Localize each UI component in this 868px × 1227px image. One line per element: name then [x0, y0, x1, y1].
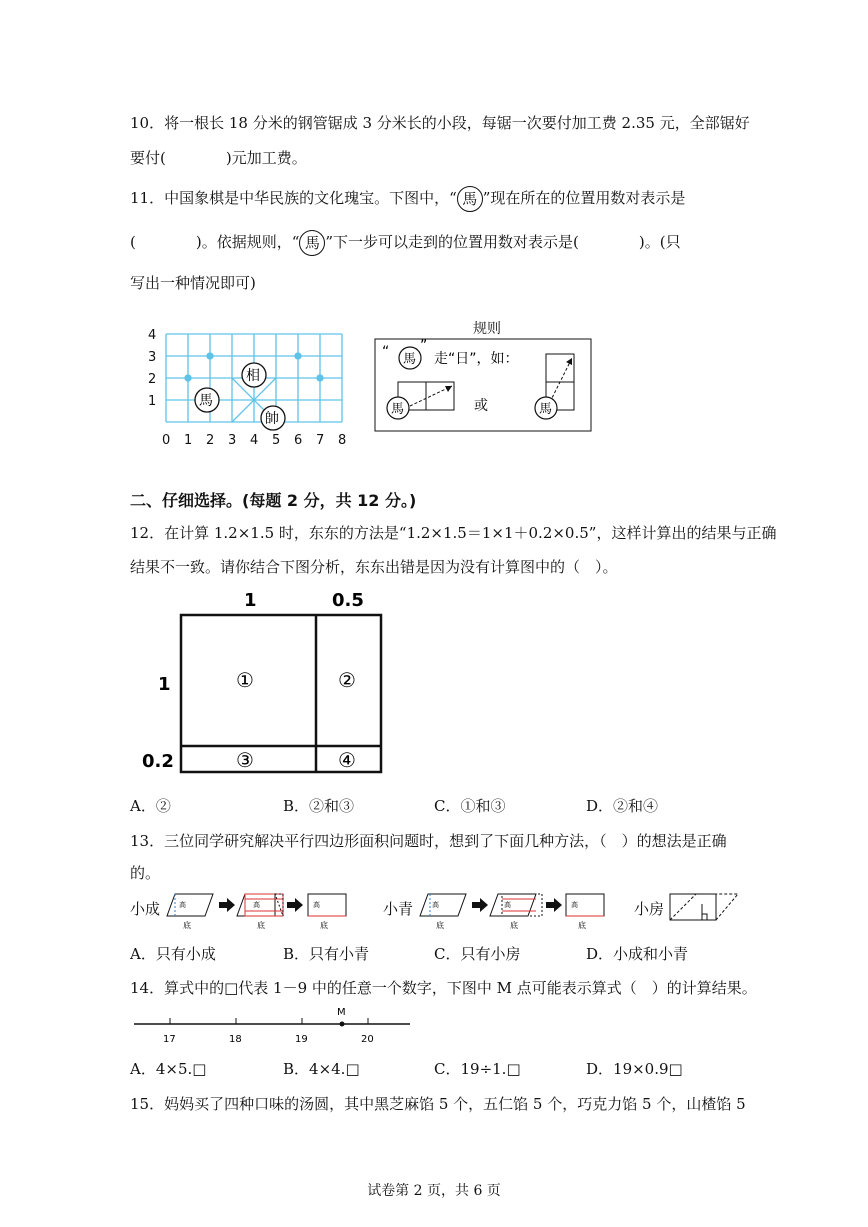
q12-option-b[interactable]: B．②和③ [283, 797, 355, 815]
q13-line1: 13．三位同学研究解决平行四边形面积问题时，想到了下面几种方法，（ ）的想法是正确 [130, 832, 727, 850]
q11-line1-a: 11．中国象棋是中华民族的文化瑰宝。下图中，“ [130, 189, 457, 207]
q10-line1: 10．将一根长 18 分米的钢管锯成 3 分米长的小段，每锯一次要付加工费 2.35 元，全部锯好 [130, 114, 750, 132]
q11-line2-a: ( )。依据规则，“ [130, 233, 300, 251]
q14-option-d[interactable]: D．19×0.9□ [586, 1060, 683, 1078]
point-m-label: M [337, 1007, 346, 1018]
page-footer: 试卷第 2 页，共 6 页 [367, 1183, 501, 1199]
q13-option-c[interactable]: C．只有小房 [434, 945, 521, 963]
svg-text:高: 高 [504, 901, 511, 909]
rule-title: 规则 [473, 321, 501, 337]
x-label-5: 5 [272, 433, 281, 448]
label-side-1: 1 [158, 674, 171, 695]
rule-or: 或 [474, 398, 488, 414]
tick-18: 18 [229, 1034, 242, 1045]
chess-board-figure [130, 320, 360, 450]
rule-box [374, 338, 594, 434]
q11-line2-b: ”下一步可以走到的位置用数对表示是( )。(只 [325, 233, 681, 251]
svg-text:底: 底 [183, 921, 191, 930]
x-label-3: 3 [228, 433, 237, 448]
y-label-3: 3 [148, 350, 157, 365]
student-xiaocheng: 小成 [130, 900, 161, 918]
rule-text: 走“日”，如： [434, 351, 519, 367]
piece-shuai [261, 406, 285, 430]
xiaofang-method [668, 890, 740, 924]
q13-option-b[interactable]: B．只有小青 [283, 945, 370, 963]
q13-option-d[interactable]: D．小成和小青 [586, 945, 689, 963]
svg-text:底: 底 [436, 921, 444, 930]
q12-line2: 结果不一致。请你结合下图分析，东东出错是因为没有计算图中的（ ）。 [130, 558, 618, 576]
q14-option-c[interactable]: C．19÷1.□ [434, 1060, 521, 1078]
q11-line1 [130, 186, 685, 212]
q14-line1: 14．算式中的□代表 1－9 中的任意一个数字，下图中 M 点可能表示算式（ ）的计算结果。 [130, 979, 757, 997]
y-label-2: 2 [148, 372, 157, 387]
number-line [130, 1004, 415, 1046]
q14-option-b[interactable]: B．4×4.□ [283, 1060, 360, 1078]
student-xiaoqing: 小青 [383, 900, 414, 918]
svg-text:高: 高 [432, 901, 439, 909]
tick-17: 17 [163, 1034, 176, 1045]
svg-text:帥: 帥 [265, 411, 279, 427]
rule-ma-text: 馬 [403, 352, 417, 367]
section-heading: 二、仔细选择。(每题 2 分，共 12 分。) [130, 491, 417, 510]
x-label-2: 2 [206, 433, 215, 448]
svg-text:相: 相 [246, 368, 260, 384]
x-label-6: 6 [294, 433, 303, 448]
q13-option-a[interactable]: A．只有小成 [130, 945, 216, 963]
piece-ma [195, 388, 219, 412]
piece-xiang [242, 363, 266, 387]
svg-text:高: 高 [571, 901, 578, 909]
q12-option-c[interactable]: C．①和③ [434, 797, 506, 815]
tick-19: 19 [295, 1034, 308, 1045]
y-label-4: 4 [148, 328, 157, 343]
q12-option-d[interactable]: D．②和④ [586, 797, 659, 815]
q11-line3: 写出一种情况即可) [130, 274, 256, 292]
q11-line1-b: ”现在所在的位置用数对表示是 [482, 189, 686, 207]
x-label-1: 1 [184, 433, 193, 448]
ma-piece-inline: 馬 [457, 186, 483, 212]
label-top-1: 1 [244, 590, 257, 611]
q10-line2: 要付( )元加工费。 [130, 149, 307, 167]
x-label-4: 4 [250, 433, 259, 448]
region-2: ② [338, 668, 356, 692]
svg-text:底: 底 [510, 921, 518, 930]
rectangle-area-figure [140, 585, 390, 780]
y-label-1: 1 [148, 394, 157, 409]
x-label-7: 7 [316, 433, 325, 448]
q11-line2 [130, 230, 681, 256]
svg-text:高: 高 [179, 901, 186, 909]
svg-text:底: 底 [578, 921, 586, 930]
region-3: ③ [236, 748, 254, 772]
xiaocheng-method [165, 890, 350, 932]
label-side-02: 0.2 [142, 751, 174, 772]
rule-quote-open: “ [382, 344, 390, 360]
point-m [340, 1022, 345, 1027]
x-label-0: 0 [162, 433, 171, 448]
student-xiaofang: 小房 [634, 900, 665, 918]
rule-quote-close: ” [420, 338, 428, 354]
q13-line2: 的。 [130, 864, 161, 882]
label-top-05: 0.5 [332, 590, 364, 611]
svg-text:馬: 馬 [199, 393, 213, 409]
q12-line1: 12．在计算 1.2×1.5 时，东东的方法是“1.2×1.5＝1×1＋0.2×0.5”，这样计算出的结果与正确 [130, 524, 777, 542]
svg-text:高: 高 [253, 901, 260, 909]
ma-piece-inline-2: 馬 [299, 230, 325, 256]
region-1: ① [236, 668, 254, 692]
svg-text:底: 底 [257, 921, 265, 930]
q14-option-a[interactable]: A．4×5.□ [130, 1060, 207, 1078]
rule-example2-ma: 馬 [539, 402, 553, 417]
xiaoqing-method [418, 890, 608, 932]
svg-text:高: 高 [313, 901, 320, 909]
q15-line1: 15．妈妈买了四种口味的汤圆，其中黑芝麻馅 5 个，五仁馅 5 个，巧克力馅 5 个，山楂馅 5 [130, 1095, 746, 1113]
rule-example1-ma: 馬 [391, 402, 405, 417]
tick-20: 20 [361, 1034, 374, 1045]
region-4: ④ [338, 748, 356, 772]
svg-text:底: 底 [320, 921, 328, 930]
x-label-8: 8 [338, 433, 347, 448]
q12-option-a[interactable]: A．② [130, 797, 171, 815]
